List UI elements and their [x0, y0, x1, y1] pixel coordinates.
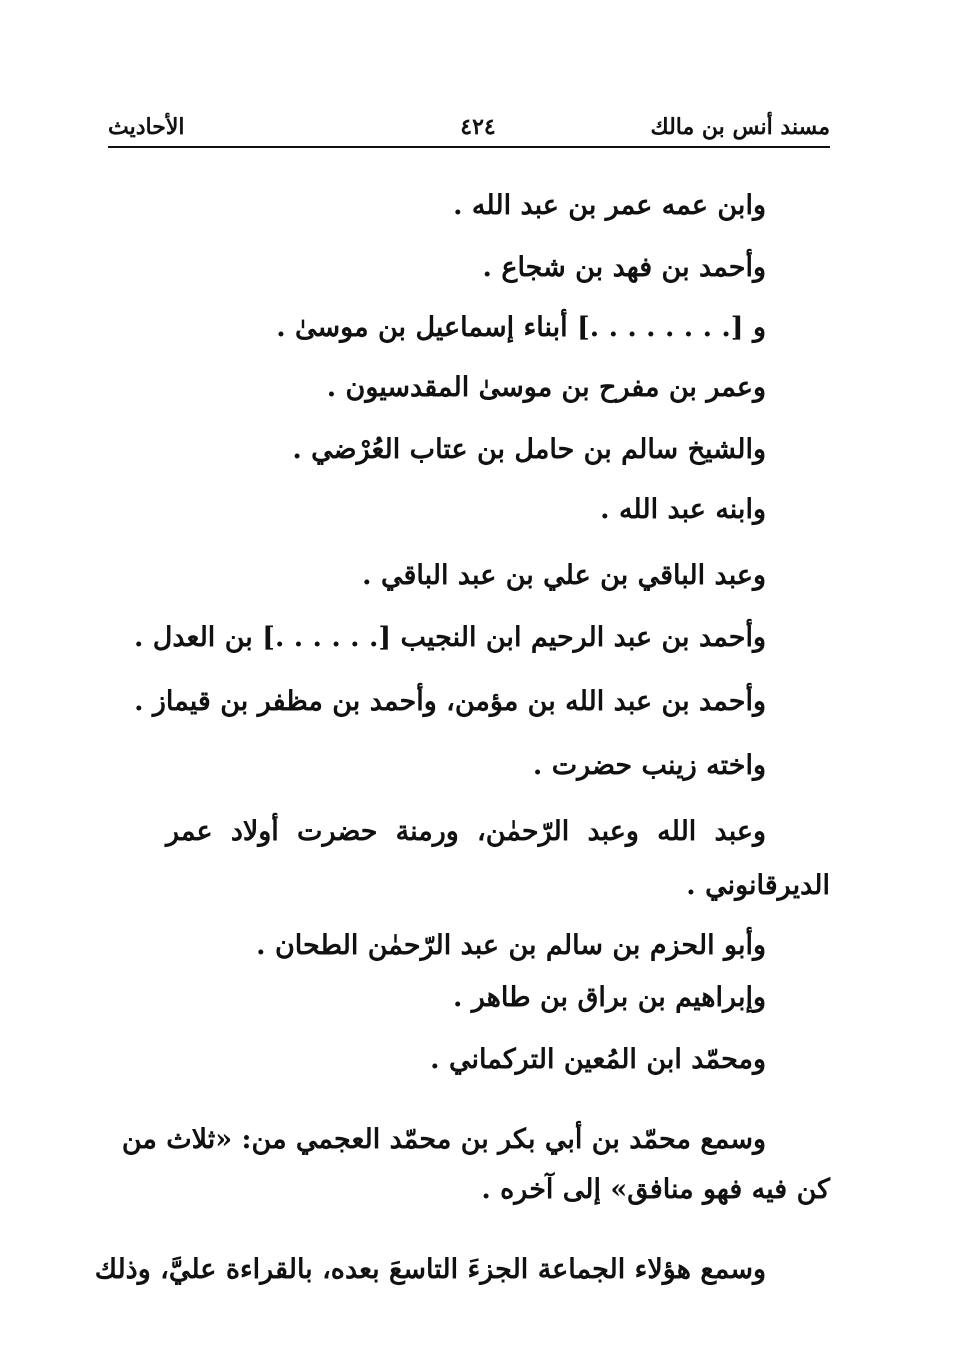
text-line: وعبد الله وعبد الرّحمٰن، ورمنة حضرت أولاد عمر [166, 816, 766, 847]
text-line: و [. . . . . . . .] أبناء إسماعيل بن موسىٰ . [276, 312, 766, 343]
text-line: وأبو الحزم بن سالم بن عبد الرّحمٰن الطحان . [256, 930, 766, 961]
text-line: وابن عمه عمر بن عبد الله . [453, 190, 766, 221]
text-line: ومحمّد ابن المُعين التركماني . [430, 1044, 766, 1075]
page-number: ٤٢٤ [460, 114, 496, 140]
text-line: كن فيه فهو منافق» إلى آخره . [481, 1174, 830, 1205]
text-line: وأحمد بن عبد الرحيم ابن النجيب [. . . . . .] بن العدل . [133, 622, 766, 653]
text-line: الديرقانوني . [686, 870, 830, 901]
header-section-title: الأحاديث [108, 114, 185, 140]
text-line: والشيخ سالم بن حامل بن عتاب العُرْضي . [292, 434, 766, 465]
text-line: واخته زينب حضرت . [532, 750, 766, 781]
text-line: وإبراهيم بن براق بن طاهر . [452, 982, 766, 1013]
header-book-title: مسند أنس بن مالك [650, 114, 830, 140]
text-line: وعمر بن مفرح بن موسىٰ المقدسيون . [326, 372, 766, 403]
text-line: وسمع محمّد بن أبي بكر بن محمّد العجمي من: «ثلاث من [121, 1124, 766, 1155]
running-header [108, 110, 830, 148]
text-line: وأحمد بن عبد الله بن مؤمن، وأحمد بن مظفر بن قيماز . [134, 686, 766, 717]
text-line: وابنه عبد الله . [600, 494, 766, 525]
text-line: وعبد الباقي بن علي بن عبد الباقي . [362, 560, 766, 591]
text-line: وأحمد بن فهد بن شجاع . [482, 252, 766, 283]
text-line: وسمع هؤلاء الجماعة الجزءَ التاسعَ بعده، بالقراءة عليَّ، وذلك [94, 1254, 766, 1285]
